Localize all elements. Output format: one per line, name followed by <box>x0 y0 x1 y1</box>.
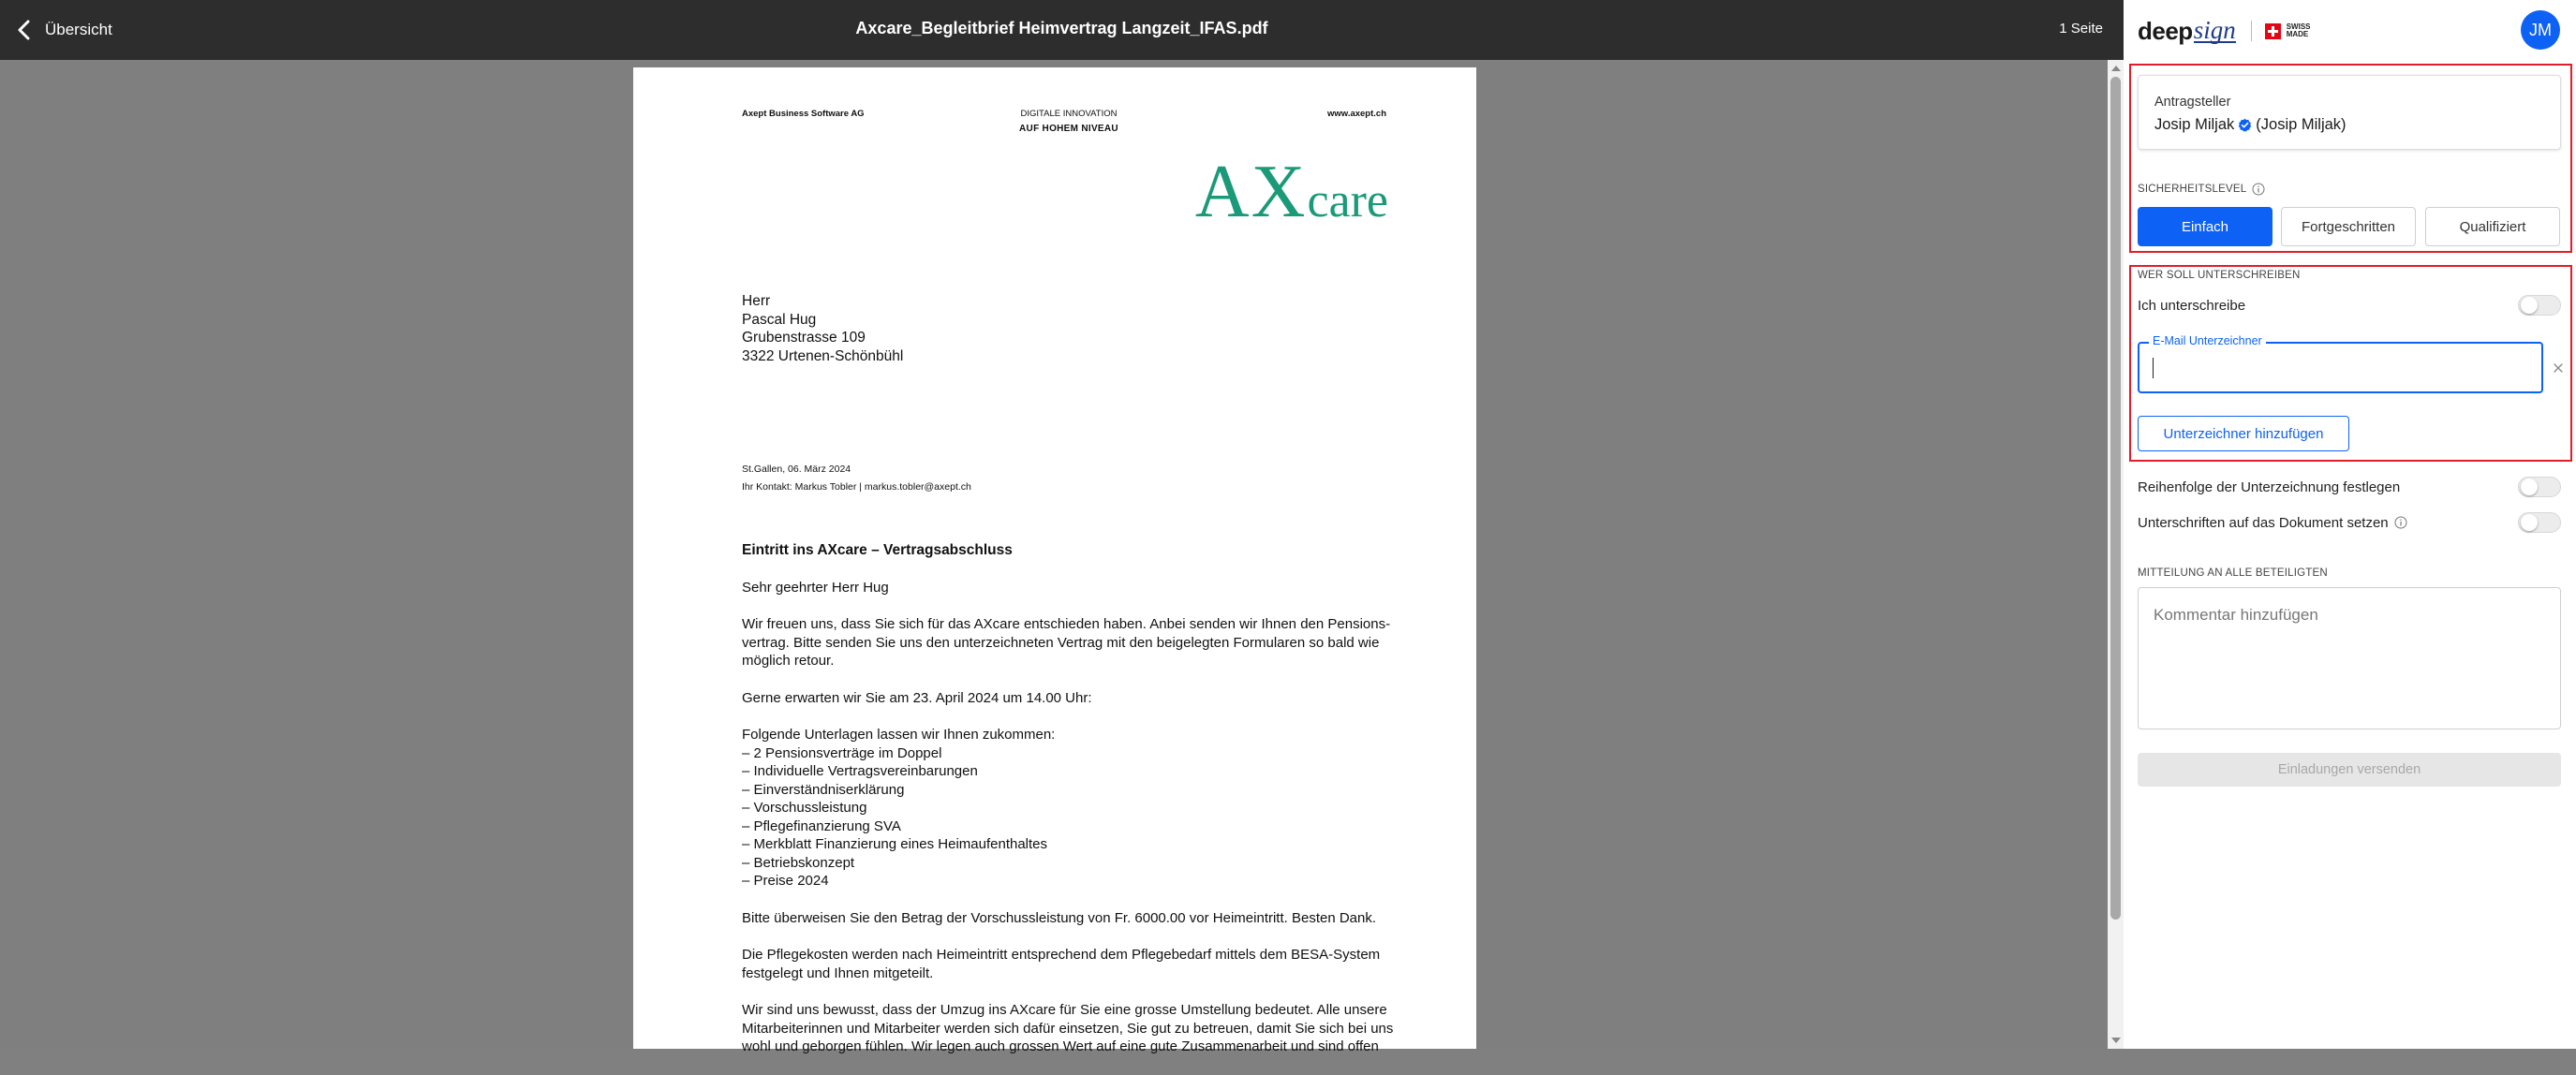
comment-input[interactable] <box>2138 587 2561 729</box>
list-item: – Betriebskonzept <box>742 854 855 871</box>
place-signatures-toggle[interactable] <box>2518 512 2561 533</box>
panel-header <box>2124 0 2576 60</box>
i-sign-row <box>2138 293 2561 317</box>
level-qualified-button[interactable]: Qualifiziert <box>2425 207 2560 246</box>
list-item: – Einverständniserklärung <box>742 781 905 798</box>
paragraph: Bitte überweisen Sie den Betrag der Vorschussleistung von Fr. 6000.00 vor Heimeintritt. Besten Dank. <box>742 909 1377 926</box>
letterhead-slogan-line1: DIGITALE INNOVATION <box>1020 109 1118 119</box>
place-signatures-row <box>2138 510 2561 535</box>
list-item: – 2 Pensionsverträge im Doppel <box>742 744 942 761</box>
contact-line: Ihr Kontakt: Markus Tobler | markus.tobler@axept.ch <box>742 481 971 493</box>
signing-order-label: Reihenfolge der Unterzeichnung festlegen <box>2138 479 2401 495</box>
swiss-line: SWISS <box>2286 22 2311 31</box>
user-avatar[interactable]: JM <box>2521 10 2560 50</box>
i-sign-label: Ich unterschreibe <box>2138 297 2246 314</box>
logo-ax: AX <box>1194 151 1308 233</box>
letterhead-slogan-line2: AUF HOHEM NIVEAU <box>1019 124 1118 134</box>
text-cursor <box>2153 358 2154 378</box>
signing-order-toggle[interactable] <box>2518 477 2561 497</box>
list-item: – Preise 2024 <box>742 873 829 889</box>
paragraph: Wir sind uns bewusst, dass der Umzug ins AXcare für Sie eine grosse Umstellung bedeutet. Alle unsere Mitarbeiterinnen und Mitarbeiter werden sich dafür einsetzen, Sie gut zu betreuen, damit Sie sich bei uns wohl und geborgen fühlen. Wir legen auch grossen Wert auf eine gute Zusammenarbeit und sind offen <box>742 1002 1394 1054</box>
list-intro: Folgende Unterlagen lassen wir Ihnen zukommen: <box>742 727 1056 743</box>
place-signatures-label: Unterschriften auf das Dokument setzen <box>2138 514 2389 531</box>
scrollbar-thumb[interactable] <box>2110 77 2121 920</box>
document-page <box>633 67 1476 1054</box>
signer-email-field[interactable] <box>2138 334 2543 393</box>
document-title: Axcare_Begleitbrief Heimvertrag Langzeit_IFAS.pdf <box>855 19 1268 37</box>
applicant-name-row <box>2154 116 2347 134</box>
deepsign-logo <box>2138 17 2310 45</box>
address-line: Herr <box>742 293 771 309</box>
verified-badge-icon <box>2238 118 2252 132</box>
signing-panel <box>2124 0 2576 1049</box>
close-icon[interactable] <box>2550 360 2567 376</box>
scroll-down-arrow-icon[interactable] <box>2111 1038 2121 1043</box>
i-sign-toggle[interactable] <box>2518 295 2561 316</box>
page-count: 1 Seite <box>2059 21 2103 37</box>
signer-email-input[interactable] <box>2151 355 2525 381</box>
logo-care: care <box>1307 174 1388 228</box>
brand-deep: deep <box>2138 16 2193 45</box>
signing-order-row <box>2138 475 2561 499</box>
letter-body <box>742 541 1409 1075</box>
applicant-label: Antragsteller <box>2154 95 2231 110</box>
applicant-card <box>2138 75 2561 150</box>
paragraph: Die Pflegekosten werden nach Heimeintritt entsprechend dem Pflegebedarf mittels dem BESA-System festgelegt und Ihnen mitgeteilt. <box>742 947 1381 981</box>
date-line: St.Gallen, 06. März 2024 <box>742 464 851 475</box>
applicant-name: Josip Miljak <box>2154 116 2235 133</box>
list-item: – Pflegefinanzierung SVA <box>742 817 901 834</box>
level-advanced-button[interactable]: Fortgeschritten <box>2281 207 2416 246</box>
address-line: 3322 Urtenen-Schönbühl <box>742 347 904 364</box>
security-level-title <box>2138 183 2265 196</box>
info-icon[interactable] <box>2252 183 2265 196</box>
paragraph: Gerne erwarten wir Sie am 23. April 2024 um 14.00 Uhr: <box>742 689 1092 706</box>
brand-divider <box>2251 21 2252 41</box>
add-signer-button[interactable]: Unterzeichner hinzufügen <box>2138 416 2349 451</box>
place-signatures-label-wrap <box>2138 515 2407 531</box>
salutation: Sehr geehrter Herr Hug <box>742 579 889 596</box>
viewer-toolbar <box>0 0 2124 60</box>
document-list <box>742 726 1409 891</box>
send-invitations-button[interactable]: Einladungen versenden <box>2138 753 2561 787</box>
made-line: MADE <box>2286 30 2309 38</box>
address-line: Pascal Hug <box>742 311 817 328</box>
who-signs-title: WER SOLL UNTERSCHREIBEN <box>2138 270 2301 281</box>
address-line: Grubenstrasse 109 <box>742 330 866 346</box>
list-item: – Merkblatt Finanzierung eines Heimaufenthaltes <box>742 836 1048 852</box>
viewer-scrollbar[interactable] <box>2108 60 2124 1049</box>
paragraph: Wir freuen uns, dass Sie sich für das AXcare entschieden haben. Anbei senden wir Ihnen den Pensions-vertrag. Bitte senden Sie uns den unterzeichneten Vertrag mit den beigelegten Formularen so bald wie möglich retour. <box>742 616 1391 669</box>
scroll-up-arrow-icon[interactable] <box>2111 66 2121 71</box>
list-item: – Vorschussleistung <box>742 800 867 816</box>
level-simple-button[interactable]: Einfach <box>2138 207 2273 246</box>
letter-meta <box>742 461 971 496</box>
security-level-label: SICHERHEITSLEVEL <box>2138 184 2247 195</box>
list-item: – Individuelle Vertragsvereinbarungen <box>742 763 978 779</box>
message-title: MITTEILUNG AN ALLE BETEILIGTEN <box>2138 567 2328 579</box>
swiss-made-label <box>2287 23 2311 39</box>
swiss-flag-icon <box>2265 23 2281 39</box>
applicant-alias: (Josip Miljak) <box>2256 116 2347 133</box>
info-icon[interactable] <box>2394 516 2407 529</box>
letter-subject: Eintritt ins AXcare – Vertragsabschluss <box>742 542 1013 558</box>
recipient-address <box>742 292 903 365</box>
brand-sign: sign <box>2193 16 2236 44</box>
axcare-logo <box>1195 150 1388 235</box>
letterhead-website: www.axept.ch <box>1327 109 1386 119</box>
letterhead-company: Axept Business Software AG <box>742 109 865 119</box>
signer-email-label: E-Mail Unterzeichner <box>2149 334 2266 347</box>
back-label: Übersicht <box>45 21 112 38</box>
